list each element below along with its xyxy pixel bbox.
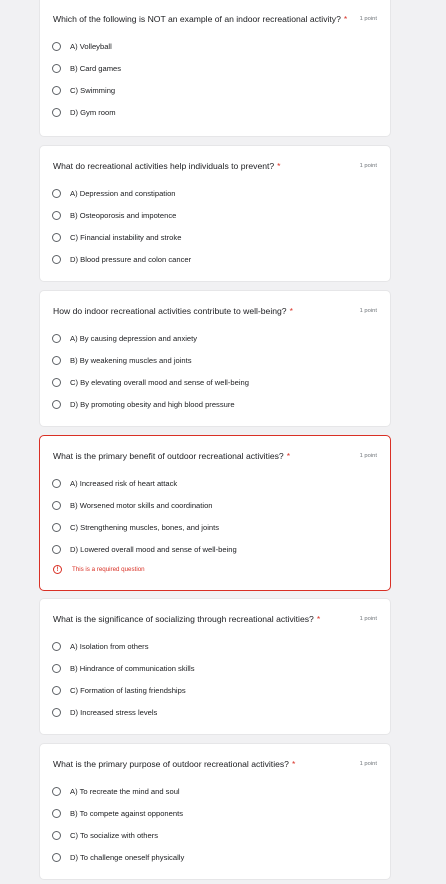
option-a[interactable]: A) Volleyball (52, 38, 372, 54)
radio-button-icon[interactable] (52, 479, 61, 488)
radio-button-icon[interactable] (52, 356, 61, 365)
error-icon: ! (53, 565, 62, 574)
points-label: 1 point (359, 16, 377, 22)
question-card-5 (39, 598, 391, 735)
question-title: What is the significance of socializing through recreational activities? * (53, 614, 321, 624)
required-error (53, 565, 145, 574)
radio-button-icon[interactable] (52, 64, 61, 73)
radio-button-icon[interactable] (52, 787, 61, 796)
radio-button-icon[interactable] (52, 853, 61, 862)
radio-button-icon[interactable] (52, 42, 61, 51)
radio-button-icon[interactable] (52, 545, 61, 554)
option-c[interactable]: C) Swimming (52, 82, 372, 98)
radio-button-icon[interactable] (52, 378, 61, 387)
option-a[interactable]: A) To recreate the mind and soul (52, 783, 372, 799)
points-label: 1 point (359, 616, 377, 622)
option-a[interactable]: A) Depression and constipation (52, 185, 372, 201)
option-c[interactable]: C) Formation of lasting friendships (52, 682, 372, 698)
option-c[interactable]: C) Strengthening muscles, bones, and joints (52, 519, 372, 535)
radio-button-icon[interactable] (52, 108, 61, 117)
option-c[interactable]: C) Financial instability and stroke (52, 229, 372, 245)
question-title: What is the primary benefit of outdoor recreational activities? * (53, 451, 291, 461)
radio-button-icon[interactable] (52, 233, 61, 242)
option-d[interactable]: D) To challenge oneself physically (52, 849, 372, 865)
required-asterisk: * (343, 14, 348, 24)
radio-button-icon[interactable] (52, 211, 61, 220)
required-asterisk: * (291, 759, 296, 769)
question-title: What is the primary purpose of outdoor recreational activities? * (53, 759, 296, 769)
option-b[interactable]: B) Card games (52, 60, 372, 76)
option-c[interactable]: C) To socialize with others (52, 827, 372, 843)
required-asterisk: * (286, 451, 291, 461)
radio-button-icon[interactable] (52, 686, 61, 695)
error-message: This is a required question (72, 566, 145, 573)
radio-button-icon[interactable] (52, 400, 61, 409)
option-d[interactable]: D) Blood pressure and colon cancer (52, 251, 372, 267)
points-label: 1 point (359, 453, 377, 459)
radio-button-icon[interactable] (52, 523, 61, 532)
required-asterisk: * (289, 306, 293, 316)
radio-button-icon[interactable] (52, 189, 61, 198)
option-d[interactable]: D) Increased stress levels (52, 704, 372, 720)
option-b[interactable]: B) Worsened motor skills and coordination (52, 497, 372, 513)
question-title: What do recreational activities help individuals to prevent? * (53, 161, 281, 171)
option-a[interactable]: A) Increased risk of heart attack (52, 475, 372, 491)
required-asterisk: * (277, 161, 281, 171)
question-card-3 (39, 290, 391, 427)
question-title: How do indoor recreational activities contribute to well-being? * (53, 306, 293, 316)
radio-button-icon[interactable] (52, 334, 61, 343)
radio-button-icon[interactable] (52, 501, 61, 510)
option-b[interactable]: B) Osteoporosis and impotence (52, 207, 372, 223)
points-label: 1 point (359, 761, 377, 767)
radio-button-icon[interactable] (52, 642, 61, 651)
question-title: Which of the following is NOT an example of an indoor recreational activity? * (53, 14, 348, 24)
question-card-4 (39, 435, 391, 591)
option-d[interactable]: D) Gym room (52, 104, 372, 120)
option-d[interactable]: D) By promoting obesity and high blood pressure (52, 396, 372, 412)
points-label: 1 point (359, 163, 377, 169)
question-card-6 (39, 743, 391, 880)
points-label: 1 point (359, 308, 377, 314)
question-card-1 (39, 0, 391, 137)
option-b[interactable]: B) To compete against opponents (52, 805, 372, 821)
radio-button-icon[interactable] (52, 708, 61, 717)
radio-button-icon[interactable] (52, 86, 61, 95)
option-d[interactable]: D) Lowered overall mood and sense of well-being (52, 541, 372, 557)
radio-button-icon[interactable] (52, 255, 61, 264)
option-a[interactable]: A) Isolation from others (52, 638, 372, 654)
question-card-2 (39, 145, 391, 282)
option-a[interactable]: A) By causing depression and anxiety (52, 330, 372, 346)
option-c[interactable]: C) By elevating overall mood and sense of well-being (52, 374, 372, 390)
option-b[interactable]: B) Hindrance of communication skills (52, 660, 372, 676)
radio-button-icon[interactable] (52, 809, 61, 818)
required-asterisk: * (316, 614, 321, 624)
radio-button-icon[interactable] (52, 664, 61, 673)
option-b[interactable]: B) By weakening muscles and joints (52, 352, 372, 368)
radio-button-icon[interactable] (52, 831, 61, 840)
